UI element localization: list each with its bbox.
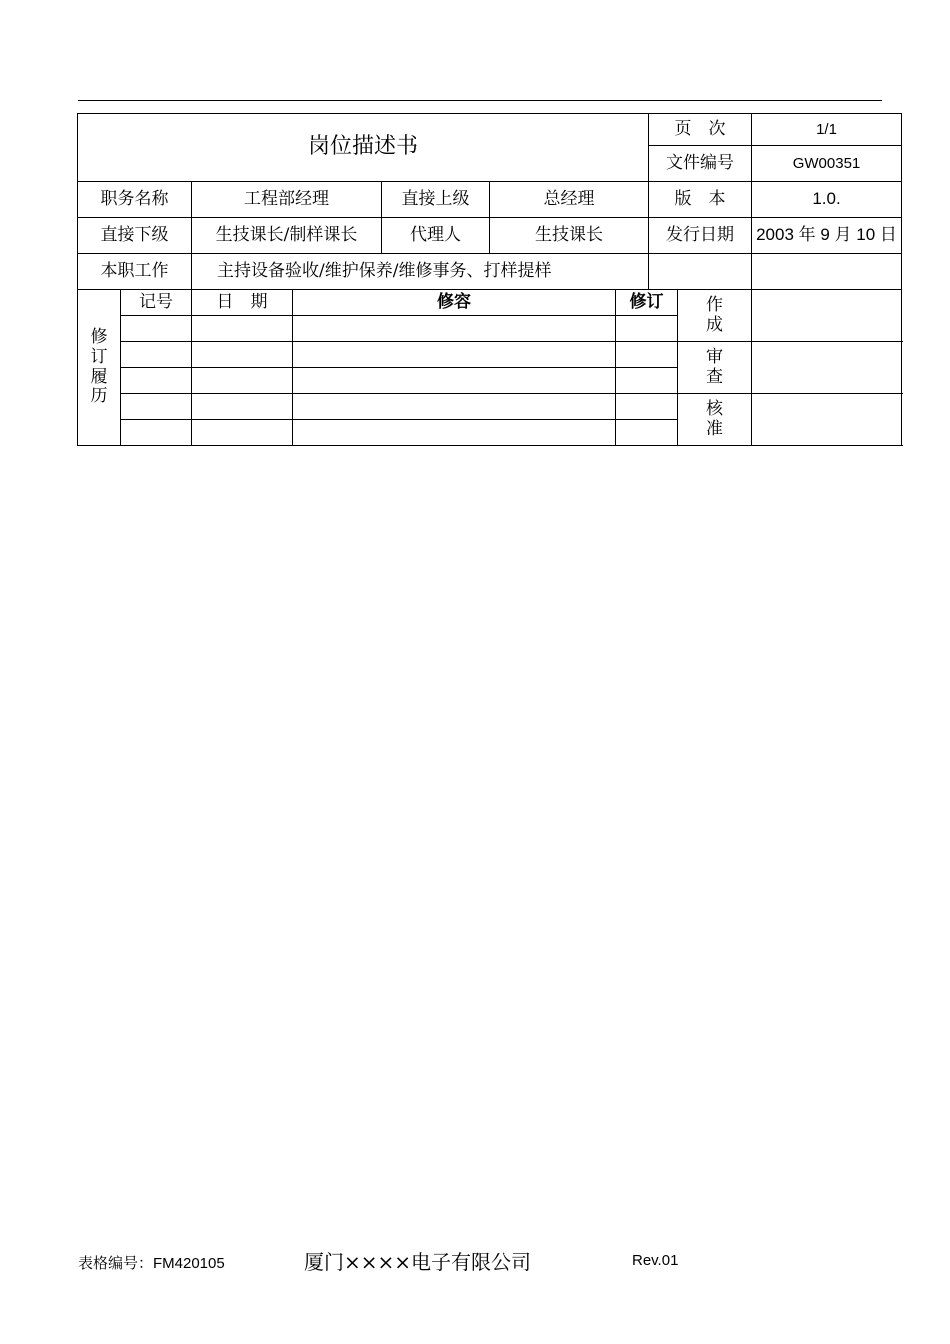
rev-row-2-revised bbox=[616, 342, 678, 368]
rev-row-5-revised bbox=[616, 420, 678, 446]
issue-date-label: 发行日期 bbox=[649, 218, 752, 254]
made-by-label: 作 成 bbox=[678, 290, 752, 342]
revision-number: Rev.01 bbox=[632, 1252, 679, 1269]
rev-col-content: 修容 bbox=[293, 290, 616, 316]
rev-col-date: 日 期 bbox=[192, 290, 293, 316]
rev-row-3-no bbox=[121, 368, 192, 394]
agent-label: 代理人 bbox=[382, 218, 490, 254]
rev-row-2-date bbox=[192, 342, 293, 368]
rev-row-4-revised bbox=[616, 394, 678, 420]
page-value: 1/1 bbox=[752, 114, 902, 146]
header-rule bbox=[78, 100, 882, 101]
version-value: 1.0. bbox=[752, 182, 902, 218]
agent-value: 生技课长 bbox=[490, 218, 649, 254]
company-name: 厦门××××电子有限公司 bbox=[304, 1250, 532, 1274]
rev-row-1-content bbox=[293, 316, 616, 342]
doc-no-label: 文件编号 bbox=[649, 146, 752, 182]
rev-row-3-revised bbox=[616, 368, 678, 394]
rev-col-revised: 修订 bbox=[616, 290, 678, 316]
duty-label: 本职工作 bbox=[78, 254, 192, 290]
duty-value: 主持设备验收/维护保养/维修事务、打样提样 bbox=[192, 254, 649, 290]
issue-date-value: 2003 年 9 月 10 日 bbox=[752, 218, 902, 254]
rev-row-5-date bbox=[192, 420, 293, 446]
review-label: 审 查 bbox=[678, 342, 752, 394]
document-title: 岗位描述书 bbox=[78, 114, 649, 182]
rev-row-4-content bbox=[293, 394, 616, 420]
rev-row-4-no bbox=[121, 394, 192, 420]
subordinate-label: 直接下级 bbox=[78, 218, 192, 254]
rev-row-3-content bbox=[293, 368, 616, 394]
job-description-table bbox=[77, 113, 902, 446]
revision-history-label: 修 订 履 历 bbox=[78, 290, 121, 446]
rev-row-1-revised bbox=[616, 316, 678, 342]
approve-value bbox=[752, 394, 902, 446]
rev-row-4-date bbox=[192, 394, 293, 420]
superior-value: 总经理 bbox=[490, 182, 649, 218]
form-code: 表格编号：FM420105 bbox=[78, 1255, 225, 1272]
rev-row-5-no bbox=[121, 420, 192, 446]
doc-no-value: GW00351 bbox=[752, 146, 902, 182]
duty-blank-2 bbox=[752, 254, 902, 290]
rev-row-3-date bbox=[192, 368, 293, 394]
made-by-value bbox=[752, 290, 902, 342]
superior-label: 直接上级 bbox=[382, 182, 490, 218]
position-value: 工程部经理 bbox=[192, 182, 382, 218]
duty-blank-1 bbox=[649, 254, 752, 290]
rev-row-1-no bbox=[121, 316, 192, 342]
review-value bbox=[752, 342, 902, 394]
rev-row-5-content bbox=[293, 420, 616, 446]
rev-row-2-no bbox=[121, 342, 192, 368]
position-label: 职务名称 bbox=[78, 182, 192, 218]
rev-row-1-date bbox=[192, 316, 293, 342]
approve-label: 核 准 bbox=[678, 394, 752, 446]
rev-col-no: 记号 bbox=[121, 290, 192, 316]
rev-row-2-content bbox=[293, 342, 616, 368]
page-label: 页 次 bbox=[649, 114, 752, 146]
subordinate-value: 生技课长/制样课长 bbox=[192, 218, 382, 254]
version-label: 版 本 bbox=[649, 182, 752, 218]
